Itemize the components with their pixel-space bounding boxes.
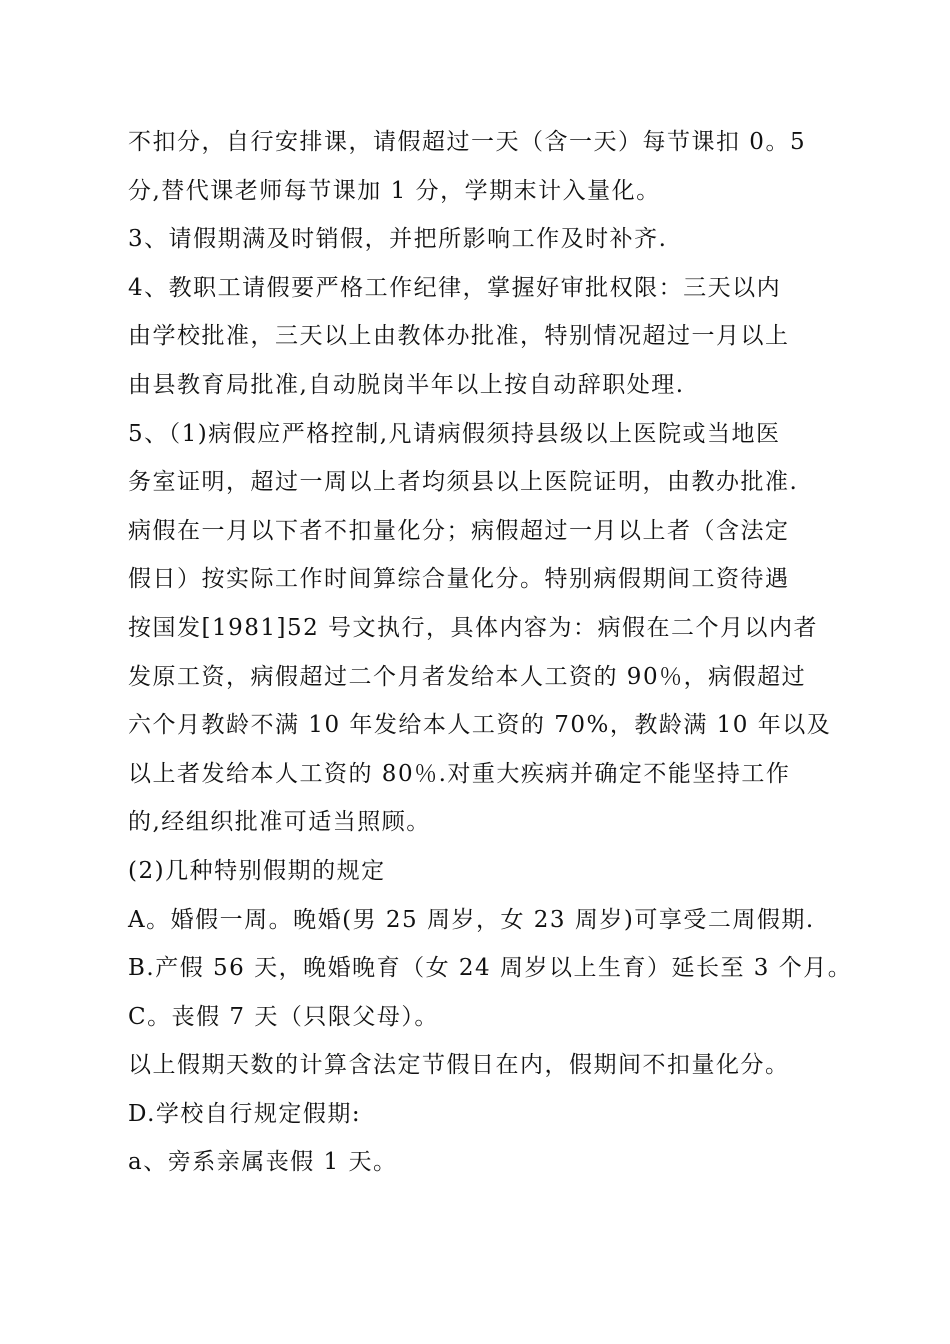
text-line: 由县教育局批准,自动脱岗半年以上按自动辞职处理. — [128, 371, 685, 398]
text-line: 3、请假期满及时销假，并把所影响工作及时补齐. — [128, 226, 668, 253]
document-body — [128, 118, 853, 1187]
text-line: a、旁系亲属丧假 1 天。 — [128, 1149, 398, 1176]
text-line: 5、（1)病假应严格控制,凡请病假须持县级以上医院或当地医 — [128, 420, 781, 447]
text-line: 的,经组织批准可适当照顾。 — [128, 809, 431, 836]
text-line: 4、教职工请假要严格工作纪律，掌握好审批权限：三天以内 — [128, 274, 782, 301]
text-line: 以上者发给本人工资的 80％.对重大疾病并确定不能坚持工作 — [128, 760, 791, 787]
text-line: 务室证明，超过一周以上者均须县以上医院证明，由教办批准. — [128, 469, 799, 496]
text-line: 以上假期天数的计算含法定节假日在内，假期间不扣量化分。 — [128, 1052, 790, 1079]
text-line: (2)几种特别假期的规定 — [128, 857, 386, 884]
text-line: 假日）按实际工作时间算综合量化分。特别病假期间工资待遇 — [128, 566, 790, 593]
text-line: D.学校自行规定假期: — [128, 1100, 362, 1127]
text-line: 六个月教龄不满 10 年发给本人工资的 70%，教龄满 10 年以及 — [128, 712, 832, 739]
text-line: 按国发[1981]52 号文执行，具体内容为：病假在二个月以内者 — [128, 614, 819, 641]
text-line: 发原工资，病假超过二个月者发给本人工资的 90％，病假超过 — [128, 663, 807, 690]
text-line: 病假在一月以下者不扣量化分；病假超过一月以上者（含法定 — [128, 517, 790, 544]
text-line: C。丧假 7 天（只限父母）。 — [128, 1003, 439, 1030]
text-line: B.产假 56 天，晚婚晚育（女 24 周岁以上生育）延长至 3 个月。 — [128, 955, 853, 982]
text-line: 不扣分，自行安排课，请假超过一天（含一天）每节课扣 0。5 — [128, 129, 807, 155]
text-line: A。婚假一周。晚婚(男 25 周岁，女 23 周岁)可享受二周假期. — [128, 906, 815, 933]
text-line: 分,替代课老师每节课加 1 分，学期末计入量化。 — [128, 177, 661, 204]
text-line: 由学校批准，三天以上由教体办批准，特别情况超过一月以上 — [128, 323, 790, 350]
